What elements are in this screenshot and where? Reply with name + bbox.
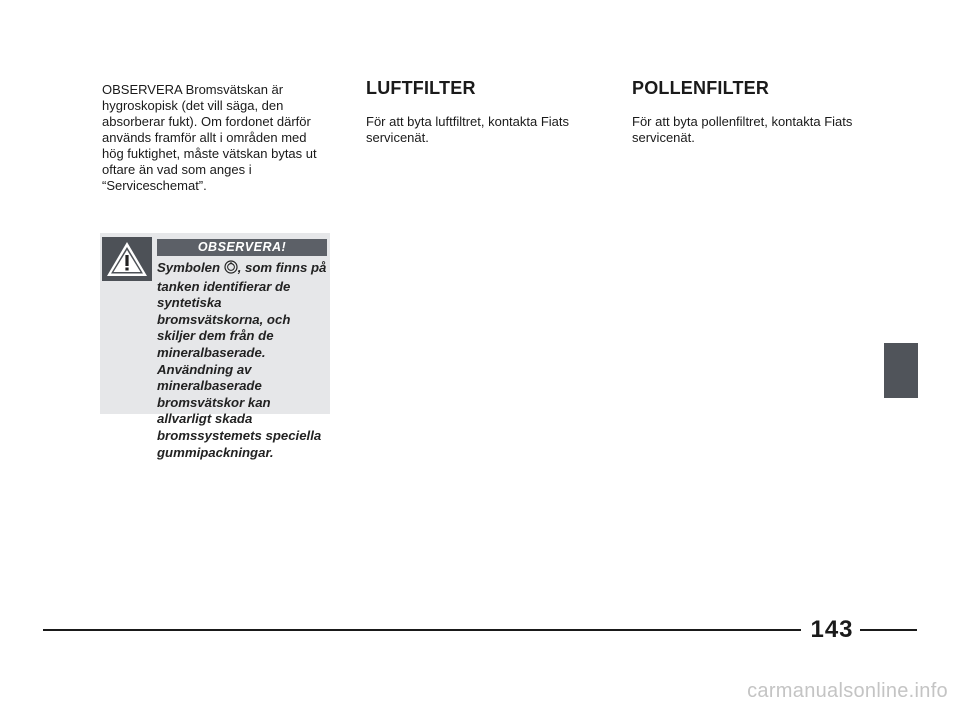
brake-fluid-note: OBSERVERA Bromsvätskan är hygroskopisk (det vill säga, den absorberar fukt). Om fordonet därför används framför allt i områden med hög fuktighet, måste vätskan bytas ut oftare än vad som anges i “Serviceschemat”. — [102, 82, 317, 193]
pollen-filter-heading: POLLENFILTER — [632, 78, 770, 98]
warning-text — [103, 260, 327, 461]
warning-box — [100, 233, 330, 460]
left-column — [102, 82, 327, 194]
warning-text-start: Symbolen — [157, 260, 224, 275]
pollen-filter-text: För att byta pollenfiltret, kontakta Fiats servicenät. — [632, 114, 853, 145]
watermark: carmanualsonline.info — [747, 680, 948, 702]
footer-rule-left — [43, 629, 801, 631]
warning-header: OBSERVERA! — [157, 239, 327, 256]
footer-rule-right — [860, 629, 917, 631]
chapter-side-tab — [884, 343, 918, 398]
warning-text-rest: , som finns på tanken identifierar de syntetiska bromsvätskorna, och skiljer dem från de mineralbaserade. Användning av mineralbaserade bromsvätskor kan allvarligt skada bromssystemets speciella gummipackningar. — [157, 260, 327, 460]
air-filter-text: För att byta luftfiltret, kontakta Fiats servicenät. — [366, 114, 570, 145]
air-filter-section — [366, 76, 601, 146]
page-number: 143 — [810, 616, 854, 643]
air-filter-heading: LUFTFILTER — [366, 78, 476, 98]
recycle-symbol-icon — [224, 260, 238, 279]
pollen-filter-section — [632, 76, 867, 146]
